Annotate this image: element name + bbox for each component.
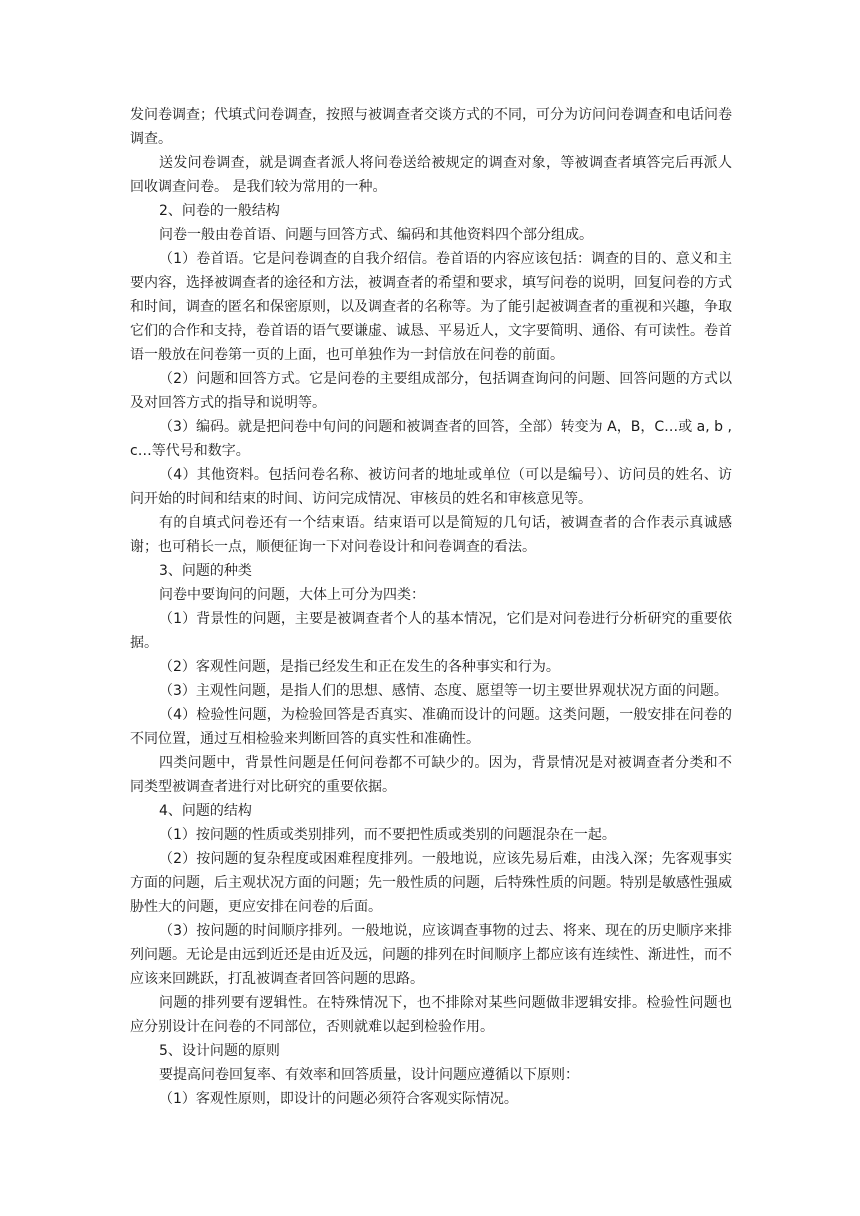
paragraph: （3）编码。就是把问卷中旬问的问题和被调查者的回答，全部）转变为 A，B，C…或 a, b ,c…等代号和数字。 (130, 419, 732, 459)
paragraph: 问题的排列要有逻辑性。在特殊情况下，也不排除对某些问题做非逻辑安排。检验性问题也应分别设计在问卷的不同部位，否则就难以起到检验作用。 (130, 995, 732, 1035)
paragraph: （2）客观性问题，是指已经发生和正在发生的各种事实和行为。 (159, 659, 560, 675)
paragraph: 问卷一般由卷首语、问题与回答方式、编码和其他资料四个部分组成。 (159, 227, 593, 243)
paragraph: （1）背景性的问题，主要是被调查者个人的基本情况，它们是对问卷进行分析研究的重要依据。 (130, 611, 732, 651)
paragraph: （2）问题和回答方式。它是问卷的主要组成部分，包括调查询问的问题、回答问题的方式以及对回答方式的指导和说明等。 (130, 371, 732, 411)
paragraph: 四类问题中，背景性问题是任何问卷都不可缺少的。因为，背景情况是对被调查者分类和不同类型被调查者进行对比研究的重要依据。 (130, 755, 732, 795)
paragraph: （3）主观性问题，是指人们的思想、感情、态度、愿望等一切主要世界观状况方面的问题。 (159, 683, 728, 699)
section-heading: 4、问题的结构 (159, 803, 252, 819)
paragraph: （1）按问题的性质或类别排列，而不要把性质或类别的问题混杂在一起。 (159, 827, 616, 843)
paragraph: （4）检验性问题，为检验回答是否真实、准确而设计的问题。这类问题，一般安排在问卷的不同位置，通过互相检验来判断回答的真实性和准确性。 (130, 707, 732, 747)
paragraph: 送发问卷调查，就是调查者派人将问卷送给被规定的调查对象，等被调查者填答完后再派人回收调查问卷。 是我们较为常用的一种。 (130, 155, 732, 195)
paragraph: （3）按问题的时间顺序排列。一般地说，应该调查事物的过去、将来、现在的历史顺序来排列问题。无论是由远到近还是由近及远，问题的排列在时间顺序上都应该有连续性、渐进性，而不应该来回跳跃，打乱被调查者回答问题的思路。 (130, 923, 732, 987)
section-heading: 2、问卷的一般结构 (159, 203, 280, 219)
paragraph: （4）其他资料。包括问卷名称、被访问者的地址或单位（可以是编号）、访问员的姓名、访问开始的时间和结束的时间、访问完成情况、审核员的姓名和审核意见等。 (130, 467, 732, 507)
paragraph: （2）按问题的复杂程度或困难程度排列。一般地说，应该先易后难，由浅入深；先客观事实方面的问题，后主观状况方面的问题；先一般性质的问题，后特殊性质的问题。特别是敏感性强威胁性大的问题，更应安排在问卷的后面。 (130, 851, 732, 915)
paragraph: 发问卷调查；代填式问卷调查，按照与被调查者交谈方式的不同，可分为访问问卷调查和电话问卷调查。 (130, 107, 732, 147)
paragraph: 问卷中要询问的问题，大体上可分为四类： (159, 587, 425, 603)
document-page (130, 103, 732, 1111)
paragraph: （1）客观性原则，即设计的问题必须符合客观实际情况。 (159, 1091, 518, 1107)
paragraph: （1）卷首语。它是问卷调查的自我介绍信。卷首语的内容应该包括：调查的目的、意义和主要内容，选择被调查者的途径和方法，被调查者的希望和要求，填写问卷的说明，回复问卷的方式和时间，调查的匿名和保密原则，以及调查者的名称等。为了能引起被调查者的重视和兴趣，争取它们的合作和支持，卷首语的语气要谦虚、诚恳、平易近人，文字要简明、通俗、有可读性。卷首语一般放在问卷第一页的上面，也可单独作为一封信放在问卷的前面。 (130, 251, 732, 363)
paragraph: 要提高问卷回复率、有效率和回答质量，设计问题应遵循以下原则： (159, 1067, 579, 1083)
section-heading: 3、问题的种类 (159, 563, 252, 579)
paragraph: 有的自填式问卷还有一个结束语。结束语可以是简短的几句话，被调查者的合作表示真诚感谢；也可稍长一点，顺便征询一下对问卷设计和问卷调查的看法。 (130, 515, 732, 555)
section-heading: 5、设计问题的原则 (159, 1043, 280, 1059)
